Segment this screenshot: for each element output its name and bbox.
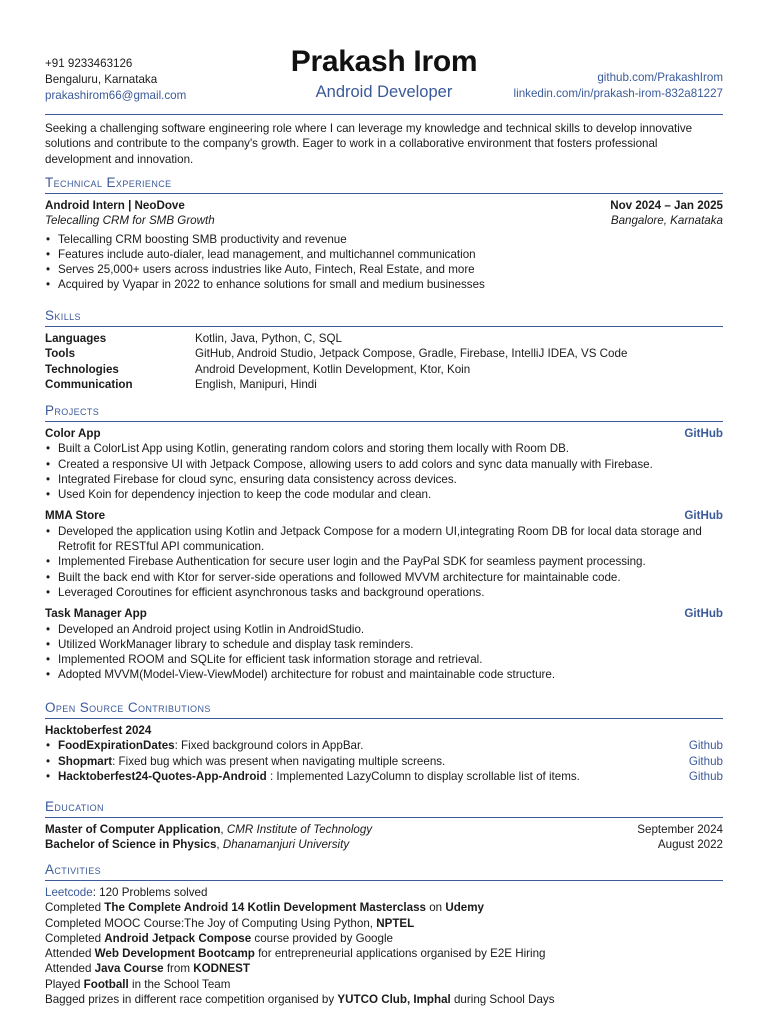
activity-line <box>45 961 723 976</box>
activity-highlight: The Complete Android 14 Kotlin Development Masterclass <box>104 901 426 915</box>
activity-highlight: NPTEL <box>376 916 415 930</box>
activity-text: Attended <box>45 962 95 976</box>
skill-value: Android Development, Kotlin Development, Ktor, Koin <box>195 362 471 376</box>
section-title: Skills <box>45 307 723 327</box>
project-name: MMA Store <box>45 509 106 523</box>
skill-value: Kotlin, Java, Python, C, SQL <box>195 332 342 345</box>
education-entry <box>45 822 723 837</box>
list-item: • Built the back end with Ktor for server-side operations and followed MVVM architecture for maintainable code. <box>45 570 723 585</box>
list-item: • Integrated Firebase for cloud sync, ensuring data consistency across devices. <box>45 472 723 487</box>
job-location: Bangalore, Karnataka <box>610 214 723 228</box>
open-source-section <box>45 699 723 784</box>
activity-line <box>45 992 723 1007</box>
repo-github-link[interactable]: Github <box>688 769 723 783</box>
repo-github-link[interactable]: Github <box>688 754 723 768</box>
activity-line <box>45 900 723 915</box>
list-item: • Used Koin for dependency injection to keep the code modular and clean. <box>45 487 723 502</box>
project-entry <box>45 508 723 600</box>
event-name: Hacktoberfest 2024 <box>45 724 152 737</box>
activity-highlight: Android Jetpack Compose <box>104 931 252 945</box>
resume-header <box>45 0 723 108</box>
skill-key: Languages <box>45 332 107 345</box>
project-name: Task Manager App <box>45 607 147 621</box>
list-item: • Developed an Android project using Kotlin in AndroidStudio. <box>45 622 723 637</box>
repo-github-link[interactable]: Github <box>688 739 723 753</box>
skill-key: Communication <box>45 377 133 391</box>
activity-highlight: Football <box>83 977 129 991</box>
repo-name: FoodExpirationDates <box>58 739 175 753</box>
activity-line <box>45 916 723 931</box>
job-dates: Nov 2024 – Jan 2025 <box>610 199 723 212</box>
activity-line <box>45 946 723 961</box>
education-section <box>45 798 723 853</box>
section-title: Activities <box>45 861 723 881</box>
activity-text: Completed MOOC Course:The Joy of Computing Using Python, <box>45 916 377 930</box>
degree: Bachelor of Science in Physics <box>45 838 217 852</box>
activity-highlight: Java Course <box>94 962 164 976</box>
project-bullets <box>45 622 723 683</box>
section-title: Education <box>45 798 723 818</box>
activity-line <box>45 931 723 946</box>
project-github-link[interactable]: GitHub <box>684 427 723 440</box>
project-entry <box>45 606 723 682</box>
degree: Master of Computer Application <box>45 823 221 836</box>
list-item: • Utilized WorkManager library to schedule and display task reminders. <box>45 637 723 652</box>
repo-desc: : Fixed background colors in AppBar. <box>174 739 364 753</box>
education-date: September 2024 <box>637 823 723 836</box>
activity-line <box>45 977 723 992</box>
project-github-link[interactable]: GitHub <box>684 607 723 621</box>
activity-highlight: Web Development Bootcamp <box>94 947 255 961</box>
email-link[interactable]: prakashirom66@gmail.com <box>45 89 187 102</box>
list-item <box>45 754 723 769</box>
activity-text: course provided by Google <box>251 931 393 945</box>
activity-text: Attended <box>45 947 95 961</box>
contact-right <box>514 70 723 102</box>
job-subtitle: Telecalling CRM for SMB Growth <box>45 214 215 228</box>
leetcode-line <box>45 885 723 900</box>
list-item: • Built a ColorList App using Kotlin, generating random colors and storing them locally with Room DB. <box>45 441 723 456</box>
location: Bengaluru, Karnataka <box>45 73 158 86</box>
activity-text: from <box>163 962 194 976</box>
skill-row <box>45 377 723 392</box>
activity-highlight: KODNEST <box>193 962 250 976</box>
section-title: Technical Experience <box>45 174 723 194</box>
project-bullets <box>45 524 723 600</box>
leetcode-text: : 120 Problems solved <box>92 886 208 899</box>
activity-highlight: Udemy <box>445 901 484 915</box>
job-title: Android Intern | NeoDove <box>45 199 185 212</box>
skills-section <box>45 307 723 392</box>
resume-page <box>45 0 723 1007</box>
skill-key: Technologies <box>45 362 119 376</box>
repo-name: Shopmart <box>58 754 113 768</box>
activity-text: Bagged prizes in different race competition organised by <box>45 993 338 1007</box>
list-item: • Acquired by Vyapar in 2022 to enhance solutions for small and medium businesses <box>45 277 723 292</box>
school: Dhanamanjuri University <box>222 838 350 852</box>
github-link[interactable]: github.com/PrakashIrom <box>597 71 723 84</box>
activities-section <box>45 861 723 1007</box>
activity-text: Played <box>45 977 84 991</box>
activity-text: Completed <box>45 901 105 915</box>
school: CMR Institute of Technology <box>226 823 373 836</box>
list-item <box>45 738 723 753</box>
activity-text: Completed <box>45 931 105 945</box>
separator: , <box>220 823 227 836</box>
activity-text: during School Days <box>450 993 555 1007</box>
skill-row <box>45 362 723 377</box>
experience-section <box>45 174 723 293</box>
section-title: Open Source Contributions <box>45 699 723 719</box>
repo-desc: : Fixed bug which was present when navigating multiple screens. <box>112 754 446 768</box>
skill-row <box>45 331 723 346</box>
list-item: • Features include auto-dialer, lead management, and multichannel communication <box>45 247 723 262</box>
experience-bullets <box>45 232 723 293</box>
candidate-role: Android Developer <box>315 83 453 101</box>
activity-highlight: YUTCO Club, Imphal <box>337 993 451 1007</box>
project-name: Color App <box>45 427 101 440</box>
activity-text: for entrepreneurial applications organised by E2E Hiring <box>254 947 546 961</box>
contribution-list <box>45 738 723 784</box>
activity-text: on <box>425 901 446 915</box>
skill-row <box>45 346 723 361</box>
education-date: August 2022 <box>657 838 723 852</box>
skill-key: Tools <box>45 347 76 361</box>
activity-text: in the School Team <box>128 977 231 991</box>
list-item <box>45 769 723 784</box>
header-divider <box>45 114 723 115</box>
list-item: • Telecalling CRM boosting SMB productivity and revenue <box>45 232 723 247</box>
project-bullets <box>45 441 723 502</box>
phone-number: +91 9233463126 <box>45 57 133 70</box>
separator: , <box>216 838 223 852</box>
activity-list <box>45 900 723 1007</box>
list-item: • Serves 25,000+ users across industries like Auto, Fintech, Real Estate, and more <box>45 262 723 277</box>
linkedin-link[interactable]: linkedin.com/in/prakash-irom-832a81227 <box>513 87 723 100</box>
repo-name: Hacktoberfest24-Quotes-App-Android <box>58 769 267 783</box>
list-item: • Leveraged Coroutines for efficient asynchronous tasks and background operations. <box>45 585 723 600</box>
skill-value: GitHub, Android Studio, Jetpack Compose, Gradle, Firebase, IntelliJ IDEA, VS Code <box>195 347 628 361</box>
repo-desc: : Implemented LazyColumn to display scrollable list of items. <box>266 769 580 783</box>
list-item: • Implemented ROOM and SQLite for efficient task information storage and retrieval. <box>45 652 723 667</box>
candidate-name: Prakash Irom <box>290 45 478 78</box>
skill-value: English, Manipuri, Hindi <box>195 377 317 391</box>
objective-text: Seeking a challenging software engineering role where I can leverage my knowledge and technical skills to develop innovative solutions and contribute to the company's growth. Eager to work in a collaborative environment that fosters professional development and innovation. <box>45 122 693 166</box>
list-item: • Adopted MVVM(Model-View-ViewModel) architecture for robust and maintainable code structure. <box>45 667 723 682</box>
section-title: Projects <box>45 402 723 422</box>
project-github-link[interactable]: GitHub <box>684 509 723 523</box>
list-item: • Implemented Firebase Authentication for secure user login and the PayPal SDK for seamless payment processing. <box>45 554 723 569</box>
project-entry <box>45 426 723 502</box>
education-entry <box>45 837 723 852</box>
leetcode-link[interactable]: Leetcode <box>45 886 93 899</box>
list-item: • Developed the application using Kotlin and Jetpack Compose for a modern UI,integrating Room DB for local data storage and Retrofit for RESTful API communication. <box>45 524 723 555</box>
projects-section <box>45 402 723 689</box>
list-item: • Created a responsive UI with Jetpack Compose, allowing users to add colors and sync data manually with Firebase. <box>45 457 723 472</box>
